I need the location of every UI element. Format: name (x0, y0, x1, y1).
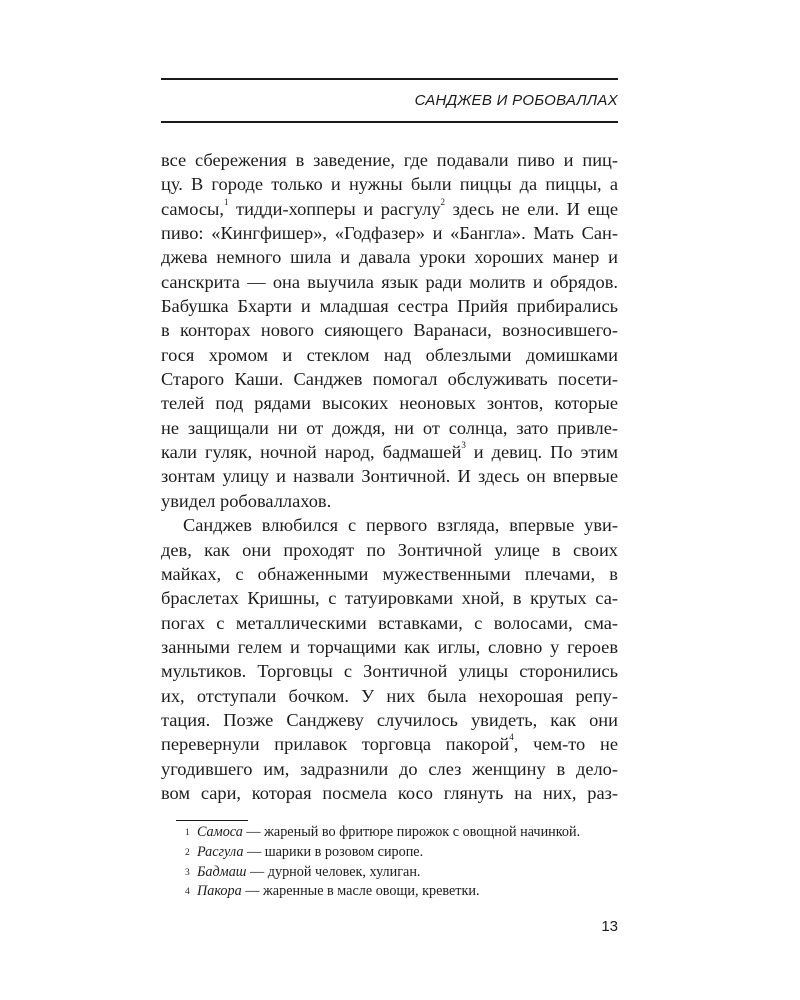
text-line: браслетах Кришны, с татуировками хной, в крутых са- (161, 588, 618, 609)
text-line: все сбережения в заведение, где подавали пиво и пиц- (161, 150, 618, 170)
text-line: тация. Позже Санджеву случилось увидеть, как они (161, 709, 618, 730)
footnote-1: 1 Самоса — жареный во фритюре пирожок с овощной начинкой. (185, 824, 581, 840)
text-line: санскрита — она выучила язык ради молитв и обрядов. (161, 271, 618, 292)
text-line: не защищали ни от дождя, ни от солнца, зато привле- (161, 417, 618, 438)
text-line: гося хромом и стеклом над облезлыми домишками (161, 344, 618, 365)
text-line: занными гелем и торчащими как иглы, словно у героев (161, 636, 618, 657)
footnote-4: 4 Пакора — жаренные в масле овощи, креветки. (185, 883, 480, 900)
footnote-2: 2 Расгула — шарики в розовом сиропе. (185, 843, 424, 860)
text-line: самосы,$^1$ тидди-хопперы и расгулу$^2$ здесь не ели. И еще (161, 196, 618, 219)
footnote-ref-4: 4 (509, 732, 514, 743)
text-line: пиво: «Кингфишер», «Годфазер» и «Бангла». Мать Сан- (161, 223, 618, 244)
text-line: дев, как они проходят по Зонтичной улице в своих (161, 539, 618, 560)
text-line: телей под рядами высоких неоновых зонтов, которые (161, 393, 618, 414)
text-line: джева немного шила и давала уроки хороших манер и (161, 247, 618, 268)
header-top-rule (161, 78, 618, 80)
text-line: кали гуляк, ночной народ, бадмашей$^3$ и девиц. По этим (161, 440, 619, 463)
footnote-3: 3 Бадмаш — дурной человек, хулиган. (185, 863, 421, 880)
text-line: мультиков. Торговцы с Зонтичной улицы сторонились (161, 661, 618, 682)
text-line: майках, с обнаженными мужественными плечами, в (161, 563, 618, 584)
page-number: 13 (601, 918, 618, 935)
header-bottom-rule (161, 121, 618, 123)
text-line: Бабушка Бхарти и младшая сестра Прийя прибирались (161, 296, 618, 317)
text-line: вом сари, которая посмела косо глянуть на них, раз- (161, 782, 618, 803)
footnote-ref-3: 3 (461, 440, 466, 450)
footnotes (185, 823, 580, 902)
running-head-title: САНДЖЕВ И РОБОВАЛЛАХ (414, 92, 618, 109)
text-line: Старого Каши. Санджев помогал обслуживать посети- (161, 369, 618, 390)
text-line: их, отступали бочком. У них была нехорошая репу- (161, 685, 618, 706)
text-line: погах с металлическими вставками, с волосами, сма- (161, 612, 618, 633)
paragraph-first-line: Санджев влюбился с первого взгляда, впервые уви- (183, 515, 618, 536)
text-line: увидел робоваллахов. (161, 490, 332, 511)
footnote-ref-1: 1 (223, 196, 229, 207)
footnote-ref-2: 2 (440, 196, 446, 207)
text-line: в конторах нового сияющего Варанаси, возносившего- (161, 320, 618, 341)
main-text (161, 148, 618, 805)
text-line: перевернули прилавок торговца пакорой$^4$, чем-то не (161, 732, 618, 755)
text-line: зонтам улицу и назвали Зонтичной. И здесь он впервые (161, 466, 618, 487)
text-line: угодившего им, задразнили до слез женщину в дело- (161, 758, 618, 779)
text-line: цу. В городе только и нужны были пиццы да пиццы, а (161, 174, 618, 195)
footnote-separator (176, 820, 248, 821)
